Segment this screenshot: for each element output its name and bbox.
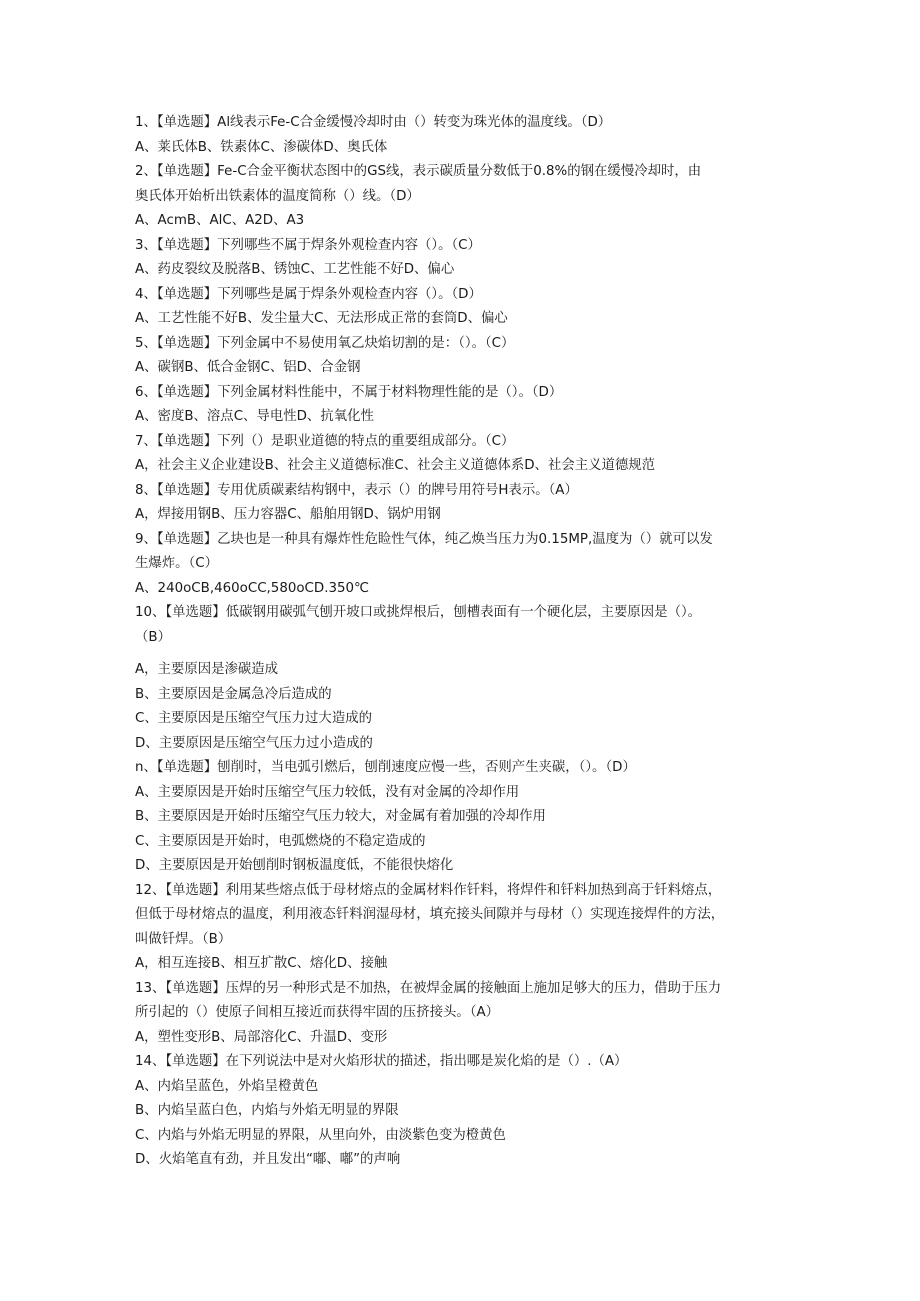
question-10-option-d: D、主要原因是压缩空气压力过小造成的 [135, 735, 373, 751]
question-4-options: A、工艺性能不好B、发尘量大C、无法形成正常的套筒D、偏心 [135, 311, 508, 326]
question-10-text: 10、【单选题】低碳钢用碳弧气刨开坡口或挑焊根后，刨槽表面有一个硬化层，主要原因是（）。 [135, 605, 702, 620]
question-9-options: A、240oCB,460oCC,580oCD.350℃ [135, 580, 370, 596]
question-14-text: 14、【单选题】在下列说法中是对火焰形状的描述，指出哪是炭化焰的是（）.（A） [135, 1054, 628, 1069]
question-13-text: 13、【单选题】压焊的另一种形式是不加热，在被焊金属的接触面上施加足够大的压力，借助于压力 [135, 980, 722, 996]
question-6-text: 6、【单选题】下列金属材料性能中，不属于材料物理性能的是（）。（D） [135, 384, 563, 400]
question-11-text: n、【单选题】刨削时，当电弧引燃后，刨削速度应慢一些，否则产生夹碳，（）。（D） [135, 760, 636, 775]
question-12-options: A，相互连接B、相互扩散C、熔化D、接触 [135, 956, 388, 971]
question-10-answer: （B） [135, 629, 171, 645]
question-12-text-cont-2: 叫做钎焊。（B） [135, 931, 232, 947]
question-13-options: A，塑性变形B、局部溶化C、升温D、变形 [135, 1029, 388, 1045]
question-8-text: 8、【单选题】专用优质碳素结构钢中，表示（）的牌号用符号H表示。（A） [135, 482, 578, 498]
question-14-option-a: A、内焰呈蓝色，外焰呈橙黄色 [135, 1078, 319, 1094]
question-13-text-cont: 所引起的（）使原子间相互接近而获得牢固的压挤接头。（A） [135, 1005, 500, 1020]
question-7-text: 7、【单选题】下列（）是职业道德的特点的重要组成部分。（C） [135, 433, 515, 449]
question-1-options: A、莱氏体B、铁素体C、渗碳体D、奥氏体 [135, 139, 388, 155]
question-2-options: A、AcmB、AlC、A2D、A3 [135, 213, 305, 228]
question-14-option-c: C、内焰与外焰无明显的界限，从里向外，由淡紫色变为橙黄色 [135, 1127, 506, 1143]
question-14-option-d: D、火焰笔直有劲，并且发出“嘟、嘟”的声响 [135, 1152, 401, 1167]
question-11-option-a: A、主要原因是开始时压缩空气压力较低，没有对金属的冷却作用 [135, 784, 520, 800]
question-12-text: 12、【单选题】利用某些熔点低于母材熔点的金属材料作钎料，将焊件和钎料加热到高于钎料熔点， [135, 882, 722, 898]
question-10-option-b: B、主要原因是金属急冷后造成的 [135, 686, 332, 702]
question-1-text: 1、【单选题】Al线表示Fe-C合金缓慢冷却时由（）转变为珠光体的温度线。（D） [135, 115, 612, 130]
question-4-text: 4、【单选题】下列哪些是属于焊条外观检查内容（）。（D） [135, 286, 482, 302]
question-3-text: 3、【单选题】下列哪些不属于焊条外观检查内容（）。（C） [135, 237, 481, 253]
question-5-text: 5、【单选题】下列金属中不易使用氧乙炔焰切割的是：（）。（C） [135, 335, 515, 351]
question-11-option-b: B、主要原因是开始时压缩空气压力较大，对金属有着加强的冷却作用 [135, 809, 546, 824]
question-2-text: 2、【单选题】Fe-C合金平衡状态图中的GS线，表示碳质量分数低于0.8%的钢在缓慢冷却时，由 [135, 164, 702, 179]
spacer [135, 650, 790, 658]
question-7-options: A，社会主义企业建设B、社会主义道德标准C、社会主义道德体系D、社会主义道德规范 [135, 458, 656, 473]
question-12-text-cont: 但低于母材熔点的温度，利用液态钎料润湿母材，填充接头间隙并与母材（）实现连接焊件的方法， [135, 907, 725, 922]
question-11-option-d: D、主要原因是开始刨削时钢板温度低，不能很快熔化 [135, 858, 454, 873]
document-page [135, 111, 790, 1173]
question-11-option-c: C、主要原因是开始时，电弧燃烧的不稳定造成的 [135, 833, 426, 849]
question-10-option-a: A，主要原因是渗碳造成 [135, 662, 279, 677]
question-2-text-cont: 奥氏体开始析出铁素体的温度简称（）线。（D） [135, 188, 420, 204]
question-6-options: A、密度B、溶点C、导电性D、抗氧化性 [135, 409, 374, 424]
question-5-options: A、碳钢B、低合金钢C、铝D、合金钢 [135, 360, 361, 375]
question-9-text: 9、【单选题】乙块也是一种具有爆炸性危睑性气体，纯乙焕当压力为0.15MP,温度为（）就可以发 [135, 531, 713, 547]
question-10-option-c: C、主要原因是压缩空气压力过大造成的 [135, 711, 372, 726]
question-8-options: A，焊接用钢B、压力容器C、船舶用钢D、锅炉用钢 [135, 507, 441, 522]
question-14-option-b: B、内焰呈蓝白色，内焰与外焰无明显的界限 [135, 1103, 399, 1118]
question-9-text-cont: 生爆炸。（C） [135, 556, 218, 571]
question-3-options: A、药皮裂纹及脱落B、锈蚀C、工艺性能不好D、偏心 [135, 262, 455, 277]
